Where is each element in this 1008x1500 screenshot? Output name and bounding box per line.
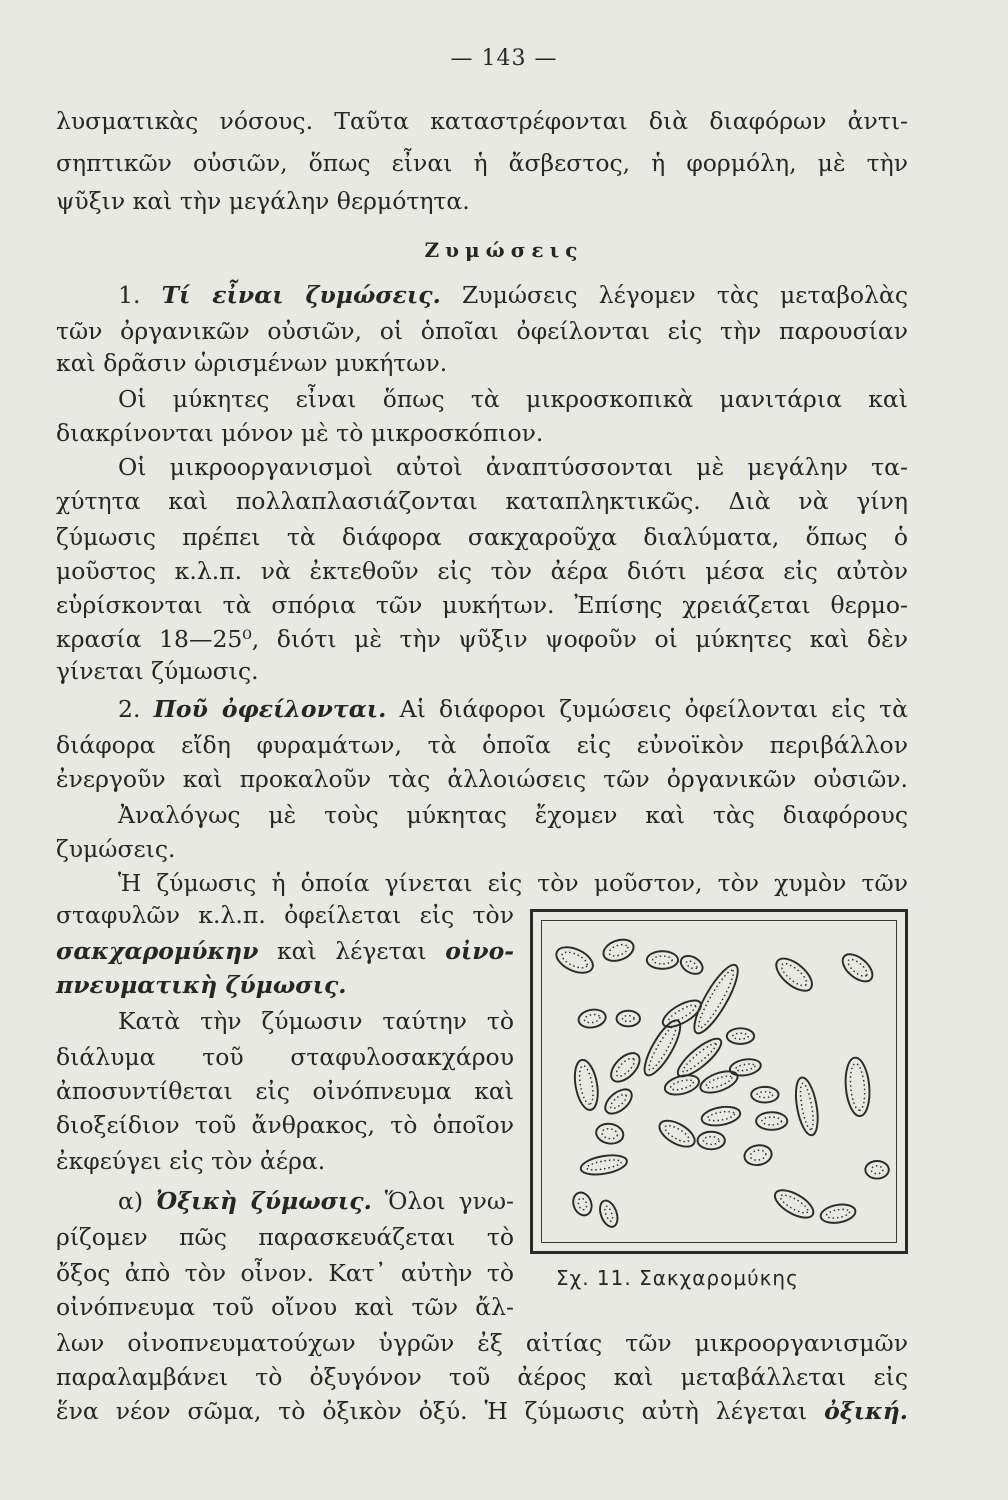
text-run: ἕνα νέον σῶμα, τὸ ὀξικὸν ὀξύ. Ἡ ζύμωσις αὐτὴ λέγεται [56,1397,808,1425]
yeast-cell [655,1115,699,1151]
yeast-cell-nucleus [749,1149,766,1161]
yeast-cell [756,1112,787,1130]
yeast-cell-nucleus [663,1123,692,1145]
text-line: ζυμώσεις. [56,835,176,863]
term-text: πνευματικὴ ζύμωσις. [56,971,347,999]
yeast-cell [600,936,636,965]
text-line [56,934,514,968]
yeast-cell-nucleus [685,959,698,970]
yeast-cell-nucleus [694,967,737,1030]
subsection-line [118,278,908,312]
text-run: Ζυμώσεις λέγομεν τὰς μεταβολὰς [461,281,908,309]
yeast-cell-nucleus [653,956,673,964]
yeast-cell [673,1033,726,1082]
yeast-cell [647,951,678,969]
item-number: 1. [118,281,141,309]
yeast-cell [606,1048,645,1087]
yeast-cell-nucleus [670,1078,695,1092]
yeast-cell [552,942,596,978]
yeast-cell [727,1028,754,1044]
text-line: σταφυλῶν κ.λ.π. ὀφείλεται εἰς τὸν [56,901,514,929]
section-heading: Ζυμώσεις [424,238,584,262]
yeast-cell-nucleus [614,1056,637,1079]
yeast-cell [771,953,818,997]
yeast-cell [843,1057,871,1117]
term-acetic: ὀξική. [824,1397,908,1425]
term-alcoholic-fermentation [56,968,514,1002]
text-line: λυσματικὰς νόσους. Ταῦτα καταστρέφονται διὰ διαφόρων ἀντι- [56,107,908,135]
yeast-cell-nucleus [778,960,809,989]
yeast-cell [838,949,877,987]
yeast-cell [700,1104,741,1128]
yeast-cell-nucleus [560,949,590,971]
yeast-cell-nucleus [735,1063,755,1072]
yeast-cell [698,1132,725,1150]
text-line: σηπτικῶν οὐσιῶν, ὅπως εἶναι ἡ ἄσβεστος, ἡ φορμόλη, μὲ τὴν [56,149,908,177]
yeast-cell-nucleus [703,1137,719,1145]
term-saccharomyces: σακχαρομύκην [56,937,259,965]
yeast-cell-nucleus [762,1117,782,1125]
figure-caption: Σχ. 11. Σακχαρομύκης [556,1266,799,1290]
yeast-cell-nucleus [826,1208,850,1220]
yeast-cell-nucleus [757,1092,773,1098]
yeast-cell-nucleus [845,957,869,980]
yeast-cell-nucleus [603,1205,614,1222]
yeast-cell [579,1152,628,1177]
yeast-cell-nucleus [622,1016,634,1022]
text-line: μοῦστος κ.λ.π. νὰ ἐκτεθοῦν εἰς τὸν ἀέρα διότι μέσα εἰς αὐτὸν [56,557,908,585]
yeast-cell-nucleus [778,1192,810,1216]
text-line: ὄξος ἀπὸ τὸν οἶνον. Κατ᾽ αὐτὴν τὸ [56,1259,514,1287]
yeast-cell [617,1011,640,1027]
text-line: διακρίνονται μόνον μὲ τὸ μικροσκόπιον. [56,419,544,447]
yeast-cell [743,1143,773,1167]
text-line: Ἀναλόγως μὲ τοὺς μύκητας ἔχομεν καὶ τὰς διαφόρους [118,801,908,829]
text-line: παραλαμβάνει τὸ ὀξυγόνον τοῦ ἀέρος καὶ μεταβάλλεται εἰς [56,1363,908,1391]
text-line: Ἡ ζύμωσις ἡ ὁποία γίνεται εἰς τὸν μοῦστον, τὸν χυμὸν τῶν [118,869,908,897]
subsection-line [118,1184,514,1218]
yeast-cell [751,1087,778,1103]
item-number: 2. [118,695,141,723]
text-line: ρίζομεν πῶς παρασκευάζεται τὸ [56,1223,514,1251]
figure-saccharomyces [530,909,908,1254]
text-line: λων οἰνοπνευματούχων ὑγρῶν ἐξ αἰτίας τῶν μικροοργανισμῶν [56,1329,908,1357]
text-line: ἀποσυντίθεται εἰς οἰνόπνευμα καὶ [56,1077,514,1105]
yeast-cells-illustration [542,921,896,1242]
text-line: ἐνεργοῦν καὶ προκαλοῦν τὰς ἀλλοιώσεις τῶν ὀργανικῶν οὐσιῶν. [56,765,908,793]
subsection-title: Ποῦ ὀφείλονται. [153,695,387,723]
yeast-cell [819,1202,857,1225]
yeast-cell [638,1016,686,1080]
yeast-cell [729,1057,762,1078]
text-line: ψῦξιν καὶ τὴν μεγάλην θερμότητα. [56,187,470,215]
yeast-cell-nucleus [871,1166,883,1174]
text-line: Οἱ μικροοργανισμοὶ αὐτοὶ ἀναπτύσσονται μὲ μεγάλην τα- [118,453,908,481]
text-line: ἐκφεύγει εἰς τὸν ἀέρα. [56,1147,326,1175]
yeast-cell [792,1076,821,1137]
term-alcoholic: οἰνο- [445,937,514,965]
yeast-cell [663,1072,701,1098]
text-run: καὶ λέγεται [276,937,427,965]
yeast-cell [597,1198,621,1229]
yeast-cell [577,1008,607,1030]
text-line: εὑρίσκονται τὰ σπόρια τῶν μυκήτων. Ἐπίσης χρειάζεται θερμο- [56,591,908,619]
yeast-cell [771,1185,818,1223]
text-line: Οἱ μύκητες εἶναι ὅπως τὰ μικροσκοπικὰ μανιτάρια καὶ [118,385,908,413]
text-line [56,1394,908,1428]
yeast-cell [698,1067,741,1097]
text-line: ζύμωσις πρέπει τὰ διάφορα σακχαροῦχα διαλύματα, ὅπως ὁ [56,523,908,551]
yeast-cell [687,960,745,1038]
yeast-cell-nucleus [608,942,630,958]
yeast-cell-nucleus [584,1013,601,1023]
text-line: γίνεται ζύμωσις. [56,657,259,685]
yeast-cell-nucleus [849,1063,867,1111]
yeast-cell-nucleus [707,1110,735,1122]
page-number: — 143 — [450,46,558,71]
text-run: Αἱ διάφοροι ζυμώσεις ὀφείλονται εἰς τὰ [399,695,908,723]
subsection-title: Ὀξικὴ ζύμωσις. [155,1187,372,1215]
figure-frame [541,920,897,1243]
text-line: χύτητα καὶ πολλαπλασιάζονται καταπληκτικῶς. Διὰ νὰ γίνη [56,487,908,515]
subsection-line [118,692,908,726]
yeast-cell-nucleus [601,1128,618,1140]
yeast-cell [678,952,706,977]
text-run: Ὅλοι γνω- [384,1187,514,1215]
yeast-cell [601,1085,636,1119]
yeast-cell [570,1190,595,1218]
item-number: α) [118,1187,144,1215]
yeast-cell-nucleus [733,1033,749,1039]
text-line: καὶ δρᾶσιν ὡρισμένων μυκήτων. [56,349,448,377]
yeast-cell [865,1161,888,1179]
text-line: διοξείδιον τοῦ ἄνθρακος, τὸ ὁποῖον [56,1111,514,1139]
yeast-cell [571,1058,601,1112]
text-line: διάφορα εἴδη φυραμάτων, τὰ ὁποῖα εἰς εὐνοϊκὸν περιβάλλον [56,731,908,759]
text-line: τῶν ὀργανικῶν οὐσιῶν, οἱ ὁποῖαι ὀφείλονται εἰς τὴν παρουσίαν [56,317,908,345]
text-line: διάλυμα τοῦ σταφυλοσακχάρου [56,1043,514,1071]
text-line: οἰνόπνευμα τοῦ οἴνου καὶ τῶν ἄλ- [56,1293,514,1321]
text-line: κρασία 18—25⁰, διότι μὲ τὴν ψῦξιν ψοφοῦν οἱ μύκητες καὶ δὲν [56,625,908,653]
yeast-cell-nucleus [577,1197,588,1211]
subsection-title: Τί εἶναι ζυμώσεις. [161,281,441,309]
yeast-cell [595,1122,625,1146]
text-line: Κατὰ τὴν ζύμωσιν ταύτην τὸ [118,1007,514,1035]
